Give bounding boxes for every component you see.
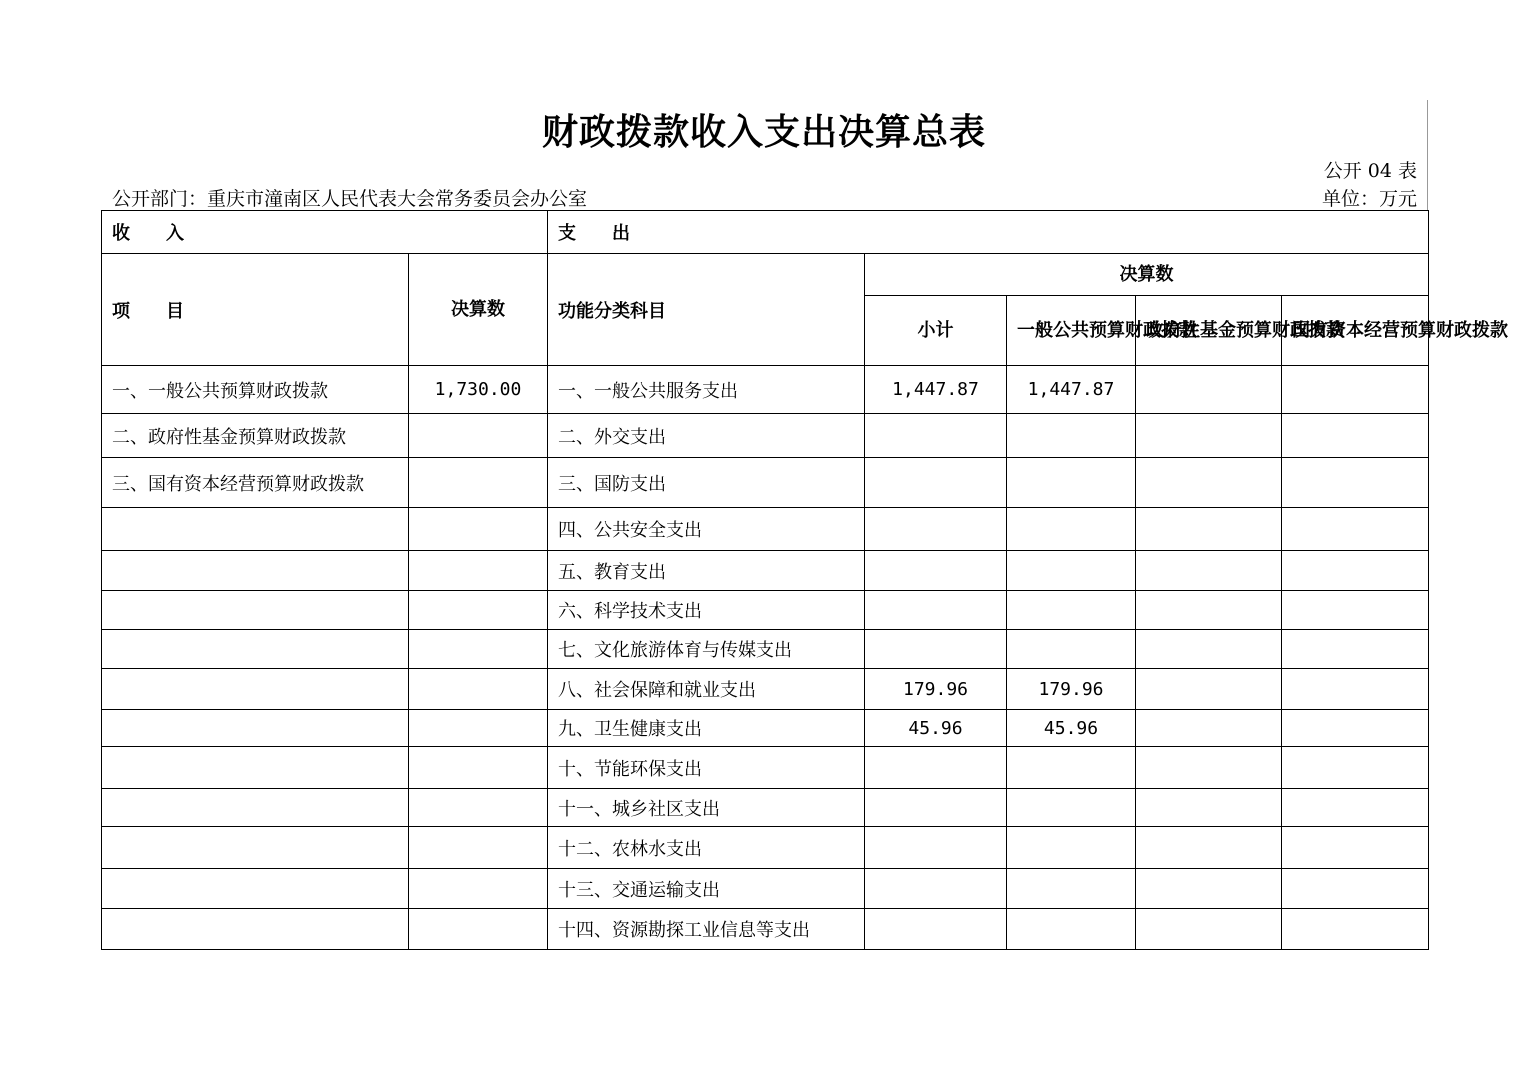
table-row [102, 591, 1429, 630]
header-row-top [102, 211, 1429, 254]
income-item-cell [102, 508, 409, 551]
final-header: 决算数 [865, 254, 1429, 296]
state-capital-cell [1282, 747, 1429, 789]
income-item-cell [102, 630, 409, 669]
state-capital-cell [1282, 869, 1429, 909]
state-capital-cell [1282, 414, 1429, 458]
income-item-cell [102, 710, 409, 747]
gov-fund-cell [1136, 591, 1282, 630]
general-cell [1007, 789, 1136, 827]
table-row [102, 827, 1429, 869]
table-row [102, 630, 1429, 669]
general-cell [1007, 551, 1136, 591]
expense-item-cell: 一、一般公共服务支出 [548, 366, 865, 414]
subtotal-cell [865, 508, 1007, 551]
gov-fund-cell [1136, 909, 1282, 950]
state-capital-cell [1282, 789, 1429, 827]
income-item-cell: 二、政府性基金预算财政拨款 [102, 414, 409, 458]
expense-item-cell: 十一、城乡社区支出 [548, 789, 865, 827]
gov-fund-cell [1136, 508, 1282, 551]
subtotal-header: 小计 [865, 296, 1007, 366]
subtotal-cell [865, 827, 1007, 869]
general-cell: 179.96 [1007, 669, 1136, 710]
income-item-cell [102, 551, 409, 591]
gov-fund-cell [1136, 458, 1282, 508]
general-cell [1007, 458, 1136, 508]
income-item-cell [102, 909, 409, 950]
table-row [102, 414, 1429, 458]
state-capital-cell [1282, 591, 1429, 630]
gov-fund-cell [1136, 869, 1282, 909]
table-row [102, 366, 1429, 414]
expense-item-cell: 十四、资源勘探工业信息等支出 [548, 909, 865, 950]
subtotal-cell [865, 630, 1007, 669]
gov-fund-cell [1136, 710, 1282, 747]
state-capital-cell [1282, 669, 1429, 710]
expense-header: 支 出 [548, 211, 1429, 254]
income-item-cell [102, 869, 409, 909]
subtotal-cell: 179.96 [865, 669, 1007, 710]
func-subject-header: 功能分类科目 [548, 254, 865, 366]
subtotal-cell [865, 747, 1007, 789]
general-cell [1007, 414, 1136, 458]
expense-item-cell: 十、节能环保支出 [548, 747, 865, 789]
general-cell [1007, 909, 1136, 950]
income-amount-cell [409, 414, 548, 458]
gov-fund-cell [1136, 827, 1282, 869]
expense-item-cell: 十三、交通运输支出 [548, 869, 865, 909]
table-row [102, 747, 1429, 789]
state-capital-cell [1282, 551, 1429, 591]
budget-table [101, 210, 1508, 950]
state-capital-cell [1282, 827, 1429, 869]
expense-item-cell: 八、社会保障和就业支出 [548, 669, 865, 710]
gov-fund-cell [1136, 789, 1282, 827]
state-capital-cell [1282, 909, 1429, 950]
subtotal-cell [865, 551, 1007, 591]
gov-fund-cell [1136, 747, 1282, 789]
general-header: 一般公共预算财政拨款 [1007, 296, 1136, 366]
subtotal-cell [865, 909, 1007, 950]
income-item-cell [102, 747, 409, 789]
state-capital-header: 国有资本经营预算财政拨款 [1282, 296, 1429, 366]
expense-item-cell: 五、教育支出 [548, 551, 865, 591]
income-item-cell [102, 669, 409, 710]
income-header: 收 入 [102, 211, 548, 254]
general-cell [1007, 869, 1136, 909]
subtotal-cell [865, 869, 1007, 909]
general-cell [1007, 630, 1136, 669]
table-row [102, 669, 1429, 710]
gov-fund-cell [1136, 630, 1282, 669]
subtotal-cell [865, 789, 1007, 827]
expense-item-cell: 三、国防支出 [548, 458, 865, 508]
gov-fund-cell [1136, 414, 1282, 458]
state-capital-cell [1282, 508, 1429, 551]
income-amount-cell [409, 909, 548, 950]
expense-item-cell: 六、科学技术支出 [548, 591, 865, 630]
income-item-cell: 三、国有资本经营预算财政拨款 [102, 458, 409, 508]
amount-header: 决算数 [409, 254, 548, 366]
table-row [102, 710, 1429, 747]
state-capital-cell [1282, 458, 1429, 508]
form-code: 公开 04 表 [1323, 160, 1417, 182]
page-title: 财政拨款收入支出决算总表 [541, 112, 986, 153]
table-row [102, 869, 1429, 909]
table-row [102, 458, 1429, 508]
income-amount-cell [409, 458, 548, 508]
expense-item-cell: 七、文化旅游体育与传媒支出 [548, 630, 865, 669]
subtotal-cell [865, 458, 1007, 508]
gov-fund-cell [1136, 551, 1282, 591]
income-amount-cell [409, 869, 548, 909]
income-item-cell [102, 789, 409, 827]
income-amount-cell [409, 630, 548, 669]
income-amount-cell [409, 789, 548, 827]
income-amount-cell [409, 710, 548, 747]
expense-item-cell: 二、外交支出 [548, 414, 865, 458]
income-amount-cell [409, 827, 548, 869]
general-cell: 1,447.87 [1007, 366, 1136, 414]
income-amount-cell [409, 747, 548, 789]
subtotal-cell [865, 414, 1007, 458]
income-amount-cell [409, 551, 548, 591]
general-cell [1007, 827, 1136, 869]
income-amount-cell [409, 591, 548, 630]
state-capital-cell [1282, 710, 1429, 747]
table-row [102, 789, 1429, 827]
state-capital-cell [1282, 630, 1429, 669]
gov-fund-cell [1136, 669, 1282, 710]
income-amount-cell [409, 508, 548, 551]
income-item-cell [102, 827, 409, 869]
expense-item-cell: 十二、农林水支出 [548, 827, 865, 869]
subtotal-cell: 1,447.87 [865, 366, 1007, 414]
general-cell [1007, 747, 1136, 789]
gov-fund-header: 政府性基金预算财政拨款 [1136, 296, 1282, 366]
general-cell [1007, 508, 1136, 551]
expense-item-cell: 九、卫生健康支出 [548, 710, 865, 747]
general-cell: 45.96 [1007, 710, 1136, 747]
subtotal-cell: 45.96 [865, 710, 1007, 747]
item-header: 项 目 [102, 254, 409, 366]
expense-item-cell: 四、公共安全支出 [548, 508, 865, 551]
income-item-cell: 一、一般公共预算财政拨款 [102, 366, 409, 414]
unit-label: 单位：万元 [1321, 188, 1417, 210]
department-label: 公开部门：重庆市潼南区人民代表大会常务委员会办公室 [112, 188, 588, 210]
table-row [102, 508, 1429, 551]
table-row [102, 551, 1429, 591]
gov-fund-cell [1136, 366, 1282, 414]
general-cell [1007, 591, 1136, 630]
state-capital-cell [1282, 366, 1429, 414]
subtotal-cell [865, 591, 1007, 630]
income-amount-cell [409, 669, 548, 710]
income-item-cell [102, 591, 409, 630]
income-amount-cell: 1,730.00 [409, 366, 548, 414]
table-row [102, 909, 1429, 950]
header-row-mid [102, 254, 1429, 296]
